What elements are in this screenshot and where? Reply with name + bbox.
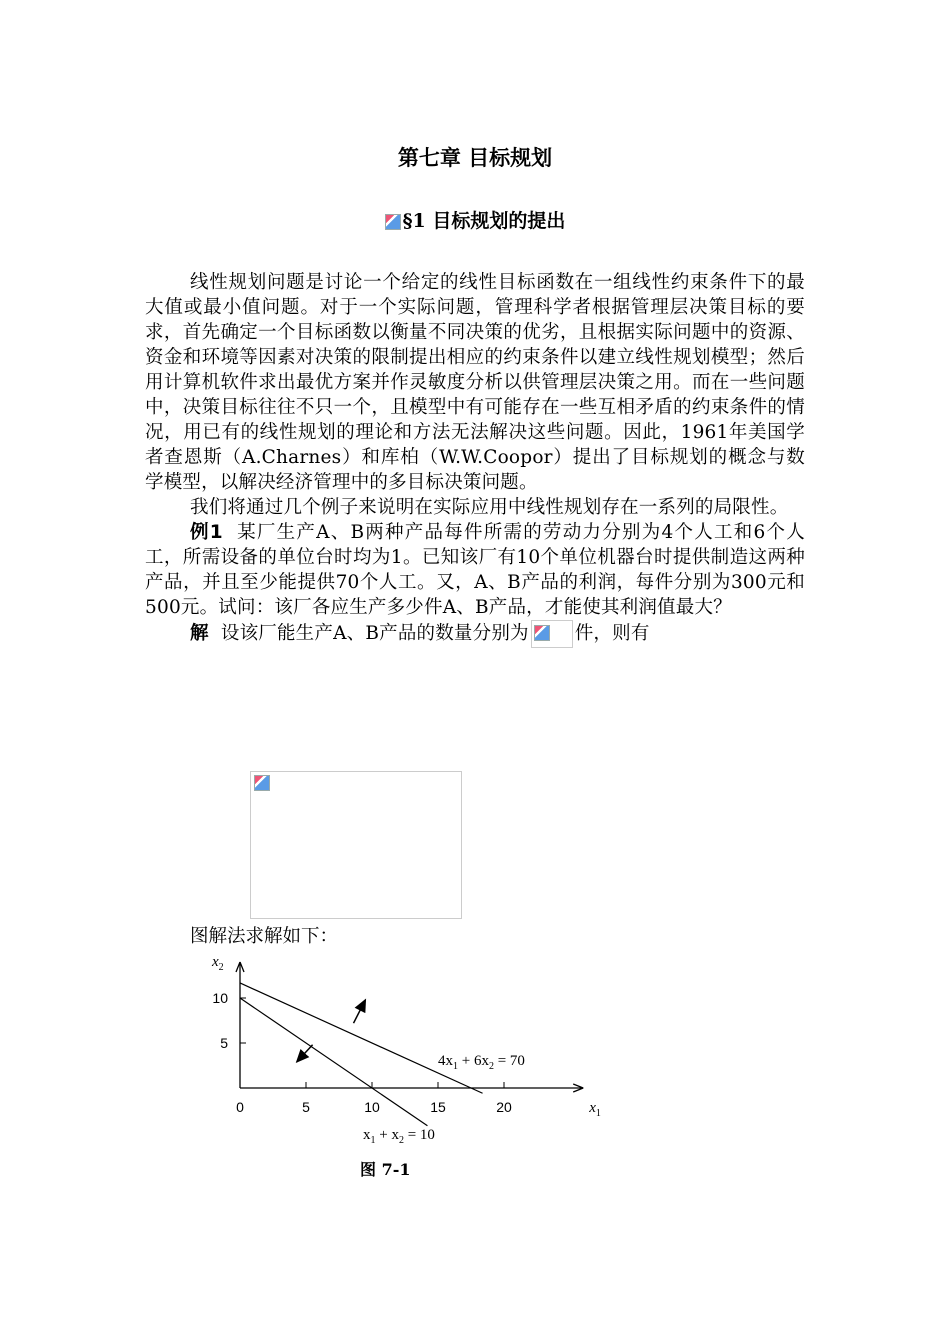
figure-7-1-chart xyxy=(190,945,610,1145)
broken-image-icon xyxy=(534,625,550,641)
paragraph-limitations: 我们将通过几个例子来说明在实际应用中线性规划存在一系列的局限性。 xyxy=(190,497,789,518)
solution-label: 解 xyxy=(190,623,209,644)
constraint-line-machine xyxy=(240,998,427,1126)
inline-formula-image xyxy=(531,620,573,648)
x-tick-label: 5 xyxy=(302,1099,310,1115)
solution-text-before: 设该厂能生产A、B产品的数量分别为 xyxy=(220,623,529,644)
y-axis-label: $x_2$ xyxy=(212,954,224,973)
x-tick-label: 0 xyxy=(236,1099,244,1115)
constraint-line-labor xyxy=(240,983,483,1093)
broken-image-icon xyxy=(254,775,270,791)
equation-label-machine: $x_1 + x_2 = 10$ xyxy=(363,1127,435,1145)
formula-image-placeholder xyxy=(250,771,462,919)
solution-text-after: 件，则有 xyxy=(574,623,650,644)
section-number: §1 xyxy=(402,210,426,232)
paragraph-intro: 线性规划问题是讨论一个给定的线性目标函数在一组线性约束条件下的最大值或最小值问题。对于一个实际问题，管理科学者根据管理层决策目标的要求，首先确定一个目标函数以衡量不同决策的优劣，且根据实际问题中的资源、资金和环境等因素对决策的限制提出相应的约束条件以建立线性规划模型；然后用计算机软件求出最优方案并作灵敏度分析以供管理层决策之用。而在一些问题中，决策目标往往不只一个，且模型中有可能存在一些互相矛盾的约束条件的情况，用已有的线性规划的理论和方法无法解决这些问题。因此，1961年美国学者查恩斯（A.Charnes）和库柏（W.W.Coopor）提出了目标规划的概念与数学模型，以解决经济管理中的多目标决策问题。 xyxy=(145,272,805,493)
direction-arrow-labor xyxy=(354,1000,366,1023)
chapter-title: 第七章 目标规划 xyxy=(397,146,553,170)
x-tick-label: 20 xyxy=(496,1099,512,1115)
example-label: 例1 xyxy=(190,522,223,543)
x-tick-label: 15 xyxy=(430,1099,446,1115)
broken-image-icon xyxy=(385,214,401,230)
equation-label-labor: $4x_1 + 6x_2 = 70$ xyxy=(438,1053,525,1072)
example-text: 某厂生产A、B两种产品每件所需的劳动力分别为4个人工和6个人工，所需设备的单位台时均为1。已知该厂有10个单位机器台时提供制造这两种产品，并且至少能提供70个人工。又，A、B产品的利润，每件分别为300元和500元。试问：该厂各应生产多少件A、B产品，才能使其利润值最大？ xyxy=(145,522,805,618)
body-text xyxy=(145,270,805,648)
paragraph-solution xyxy=(145,620,805,648)
section-heading xyxy=(0,206,950,233)
figure-label: 图 7-1 xyxy=(360,1160,411,1179)
x-axis-label: $x_1$ xyxy=(589,1100,601,1119)
section-title: 目标规划的提出 xyxy=(432,210,566,232)
y-tick-label: 10 xyxy=(212,990,228,1006)
paragraph-example-1 xyxy=(145,520,805,620)
direction-arrow-machine xyxy=(297,1045,313,1062)
x-tick-label: 10 xyxy=(364,1099,380,1115)
graph-caption: 图解法求解如下： xyxy=(190,926,339,947)
y-tick-label: 5 xyxy=(220,1035,228,1051)
